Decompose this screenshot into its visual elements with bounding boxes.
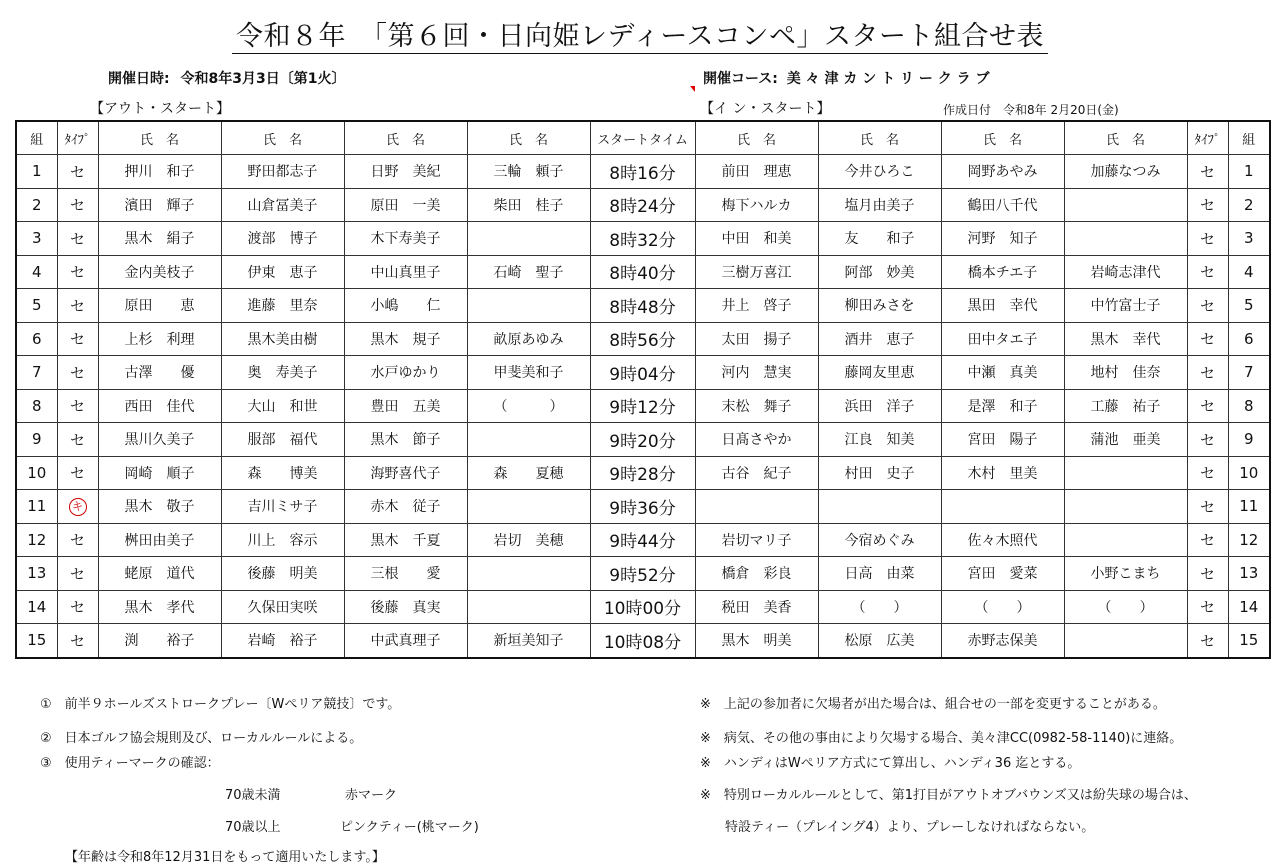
- out-player-name: 後藤 真実: [344, 590, 467, 624]
- group-number: 2: [1228, 188, 1270, 222]
- out-player-name: 中山真里子: [344, 255, 467, 289]
- col-name: 氏 名: [1064, 121, 1187, 155]
- note-right-4: ※ 特別ローカルルールとして、第1打目がアウトオブバウンズ又は紛失球の場合は、: [700, 788, 1197, 803]
- player-type: セ: [1187, 423, 1228, 457]
- in-player-name: 河内 慧実: [695, 356, 818, 390]
- in-player-name: 黒木 幸代: [1064, 322, 1187, 356]
- table-row: [16, 155, 1270, 189]
- out-player-name: 久保田実咲: [221, 590, 344, 624]
- player-type: [57, 490, 98, 524]
- start-time: 8時32分: [590, 222, 695, 256]
- in-player-name: 塩月由美子: [818, 188, 941, 222]
- player-type: セ: [1187, 289, 1228, 323]
- in-player-name: 梅下ハルカ: [695, 188, 818, 222]
- out-player-name: 蛯原 道代: [98, 557, 221, 591]
- out-player-name: 原田 恵: [98, 289, 221, 323]
- table-row: [16, 222, 1270, 256]
- in-player-name: 三樹万喜江: [695, 255, 818, 289]
- out-player-name: 進藤 里奈: [221, 289, 344, 323]
- col-group: 組: [1228, 121, 1270, 155]
- table-row: [16, 255, 1270, 289]
- group-number: 2: [16, 188, 57, 222]
- out-player-name: 新垣美知子: [467, 624, 590, 658]
- page-title: [0, 14, 1280, 53]
- out-player-name: 木下寿美子: [344, 222, 467, 256]
- in-player-name: [941, 490, 1064, 524]
- start-time: 9時28分: [590, 456, 695, 490]
- in-player-name: 岡野あやみ: [941, 155, 1064, 189]
- player-type: セ: [57, 523, 98, 557]
- in-player-name: 田中タエ子: [941, 322, 1064, 356]
- player-type: セ: [1187, 523, 1228, 557]
- out-player-name: 柴田 桂子: [467, 188, 590, 222]
- start-time: 9時52分: [590, 557, 695, 591]
- player-type: セ: [57, 356, 98, 390]
- group-number: 8: [16, 389, 57, 423]
- out-player-name: 後藤 明美: [221, 557, 344, 591]
- player-type: セ: [57, 188, 98, 222]
- player-type: セ: [1187, 188, 1228, 222]
- group-number: 4: [1228, 255, 1270, 289]
- out-player-name: 黒木 千夏: [344, 523, 467, 557]
- in-player-name: [695, 490, 818, 524]
- note-1: ① 前半９ホールズストロークプレー〔Wぺリア競技〕です。: [40, 697, 401, 712]
- in-player-name: 日髙さやか: [695, 423, 818, 457]
- group-number: 11: [1228, 490, 1270, 524]
- in-player-name: 宮田 陽子: [941, 423, 1064, 457]
- event-date-value: 令和8年3月3日〔第1火〕: [180, 71, 346, 87]
- out-player-name: [467, 222, 590, 256]
- out-player-name: 西田 佳代: [98, 389, 221, 423]
- out-player-name: 古澤 優: [98, 356, 221, 390]
- out-player-name: 山倉冨美子: [221, 188, 344, 222]
- group-number: 5: [16, 289, 57, 323]
- player-type: セ: [57, 155, 98, 189]
- out-player-name: 原田 一美: [344, 188, 467, 222]
- in-player-name: （ ）: [818, 590, 941, 624]
- table-row: [16, 389, 1270, 423]
- out-player-name: 濱田 輝子: [98, 188, 221, 222]
- out-start-label: 【アウト・スタート】: [90, 101, 230, 117]
- in-player-name: 木村 里美: [941, 456, 1064, 490]
- out-player-name: [467, 590, 590, 624]
- col-name: 氏 名: [221, 121, 344, 155]
- in-player-name: 井上 啓子: [695, 289, 818, 323]
- note-right-5: 特設ティー（プレイング4）より、プレーしなければならない。: [725, 820, 1095, 835]
- in-player-name: 加藤なつみ: [1064, 155, 1187, 189]
- event-course: [703, 68, 990, 88]
- player-type: セ: [57, 322, 98, 356]
- player-type: セ: [57, 255, 98, 289]
- in-player-name: 日高 由菜: [818, 557, 941, 591]
- group-number: 1: [16, 155, 57, 189]
- col-type: ﾀｲﾌﾟ: [1187, 121, 1228, 155]
- group-number: 14: [1228, 590, 1270, 624]
- table-row: [16, 490, 1270, 524]
- group-number: 10: [16, 456, 57, 490]
- in-player-name: 村田 史子: [818, 456, 941, 490]
- in-player-name: 赤野志保美: [941, 624, 1064, 658]
- in-player-name: 岩切マリ子: [695, 523, 818, 557]
- out-player-name: [467, 557, 590, 591]
- out-player-name: 金内美枝子: [98, 255, 221, 289]
- player-type: セ: [57, 222, 98, 256]
- player-type: セ: [1187, 155, 1228, 189]
- age-under-70: 70歳未満: [225, 788, 281, 803]
- age-note: 【年齢は令和8年12月31日をもって適用いたします。】: [65, 850, 385, 865]
- col-name: 氏 名: [344, 121, 467, 155]
- out-player-name: [467, 289, 590, 323]
- player-type: セ: [1187, 255, 1228, 289]
- out-player-name: 岩崎 裕子: [221, 624, 344, 658]
- note-2: ② 日本ゴルフ協会規則及び、ローカルルールによる。: [40, 731, 363, 746]
- start-time: 8時16分: [590, 155, 695, 189]
- group-number: 15: [16, 624, 57, 658]
- note-right-3: ※ ハンディはWぺリア方式にて算出し、ハンディ36 迄とする。: [700, 756, 1081, 771]
- in-start-label: 【イ ン・スタート】: [700, 101, 831, 117]
- group-number: 7: [1228, 356, 1270, 390]
- out-player-name: 三輪 頼子: [467, 155, 590, 189]
- start-time: 10時00分: [590, 590, 695, 624]
- start-time: 8時40分: [590, 255, 695, 289]
- col-name: 氏 名: [467, 121, 590, 155]
- start-time: 10時08分: [590, 624, 695, 658]
- player-type: セ: [57, 423, 98, 457]
- note-right-2: ※ 病気、その他の事由により欠場する場合、美々津CC(0982-58-1140)に連絡。: [700, 731, 1183, 746]
- player-type: セ: [1187, 557, 1228, 591]
- start-table: [15, 120, 1271, 659]
- player-type: セ: [57, 289, 98, 323]
- out-player-name: 上杉 利理: [98, 322, 221, 356]
- out-player-name: 黒川久美子: [98, 423, 221, 457]
- note-right-1: ※ 上記の参加者に欠場者が出た場合は、組合せの一部を変更することがある。: [700, 697, 1166, 712]
- table-row: [16, 557, 1270, 591]
- in-player-name: 黒木 明美: [695, 624, 818, 658]
- out-player-name: 黒木美由樹: [221, 322, 344, 356]
- group-number: 3: [1228, 222, 1270, 256]
- in-player-name: （ ）: [941, 590, 1064, 624]
- in-player-name: 藤岡友里恵: [818, 356, 941, 390]
- out-player-name: 黒木 敬子: [98, 490, 221, 524]
- in-player-name: 黒田 幸代: [941, 289, 1064, 323]
- table-row: [16, 289, 1270, 323]
- out-player-name: 甲斐美和子: [467, 356, 590, 390]
- col-name: 氏 名: [941, 121, 1064, 155]
- group-number: 9: [1228, 423, 1270, 457]
- created-date: 作成日付 令和8年 2月20日(金): [943, 103, 1119, 117]
- in-player-name: [1064, 222, 1187, 256]
- in-player-name: 中瀬 真美: [941, 356, 1064, 390]
- player-type: セ: [57, 590, 98, 624]
- group-number: 15: [1228, 624, 1270, 658]
- col-type: ﾀｲﾌﾟ: [57, 121, 98, 155]
- player-type: セ: [1187, 322, 1228, 356]
- event-course-value: 美 々 津 カ ン ト リ ー ク ラ ブ: [786, 71, 990, 87]
- in-player-name: 酒井 恵子: [818, 322, 941, 356]
- player-type: セ: [57, 624, 98, 658]
- in-player-name: 中田 和美: [695, 222, 818, 256]
- out-player-name: 黒木 孝代: [98, 590, 221, 624]
- out-player-name: [467, 423, 590, 457]
- table-row: [16, 356, 1270, 390]
- start-time: 9時44分: [590, 523, 695, 557]
- comment-marker: [690, 86, 695, 92]
- out-player-name: 小嶋 仁: [344, 289, 467, 323]
- out-player-name: 豊田 五美: [344, 389, 467, 423]
- out-player-name: 黒木 規子: [344, 322, 467, 356]
- out-player-name: 三根 愛: [344, 557, 467, 591]
- page-title-text: 令和８年 「第６回・日向姫レディースコンペ」スタート組合せ表: [232, 21, 1048, 54]
- start-time: 8時24分: [590, 188, 695, 222]
- group-number: 14: [16, 590, 57, 624]
- in-player-name: [1064, 490, 1187, 524]
- out-player-name: 水戸ゆかり: [344, 356, 467, 390]
- group-number: 11: [16, 490, 57, 524]
- player-type: セ: [1187, 490, 1228, 524]
- table-row: [16, 624, 1270, 658]
- out-player-name: 大山 和世: [221, 389, 344, 423]
- start-time: 9時12分: [590, 389, 695, 423]
- player-type: セ: [1187, 389, 1228, 423]
- in-player-name: 小野こまち: [1064, 557, 1187, 591]
- in-player-name: 岩崎志津代: [1064, 255, 1187, 289]
- start-time: 9時20分: [590, 423, 695, 457]
- tee-red: 赤マーク: [345, 788, 398, 803]
- in-player-name: 鶴田八千代: [941, 188, 1064, 222]
- event-date: [108, 68, 345, 88]
- in-player-name: 河野 知子: [941, 222, 1064, 256]
- in-player-name: 蒲池 亜美: [1064, 423, 1187, 457]
- out-player-name: 森 夏穂: [467, 456, 590, 490]
- out-player-name: （ ）: [467, 389, 590, 423]
- out-player-name: 伊東 恵子: [221, 255, 344, 289]
- out-player-name: [467, 490, 590, 524]
- start-time: 9時04分: [590, 356, 695, 390]
- group-number: 10: [1228, 456, 1270, 490]
- in-player-name: 是澤 和子: [941, 389, 1064, 423]
- in-player-name: [1064, 523, 1187, 557]
- out-player-name: 黒木 節子: [344, 423, 467, 457]
- out-player-name: 赤木 従子: [344, 490, 467, 524]
- col-group: 組: [16, 121, 57, 155]
- col-name: 氏 名: [818, 121, 941, 155]
- group-number: 4: [16, 255, 57, 289]
- group-number: 9: [16, 423, 57, 457]
- in-player-name: 工藤 祐子: [1064, 389, 1187, 423]
- in-player-name: 柳田みさを: [818, 289, 941, 323]
- in-player-name: 橋本チエ子: [941, 255, 1064, 289]
- age-over-70: 70歳以上: [225, 820, 281, 835]
- group-number: 7: [16, 356, 57, 390]
- player-type: セ: [1187, 624, 1228, 658]
- player-type: セ: [57, 557, 98, 591]
- out-player-name: 黒木 絹子: [98, 222, 221, 256]
- note-3: ③ 使用ティーマークの確認：: [40, 756, 220, 771]
- circled-type-mark: キ: [69, 498, 87, 516]
- table-row: [16, 322, 1270, 356]
- in-player-name: 江良 知美: [818, 423, 941, 457]
- out-player-name: 石崎 聖子: [467, 255, 590, 289]
- start-time: 9時36分: [590, 490, 695, 524]
- group-number: 13: [16, 557, 57, 591]
- group-number: 6: [16, 322, 57, 356]
- event-date-label: 開催日時:: [108, 71, 170, 87]
- in-player-name: 友 和子: [818, 222, 941, 256]
- player-type: セ: [1187, 222, 1228, 256]
- in-player-name: 今宿めぐみ: [818, 523, 941, 557]
- start-time: 8時48分: [590, 289, 695, 323]
- group-number: 6: [1228, 322, 1270, 356]
- group-number: 8: [1228, 389, 1270, 423]
- out-player-name: 中武真理子: [344, 624, 467, 658]
- out-player-name: 渕 裕子: [98, 624, 221, 658]
- out-player-name: 吉川ミサ子: [221, 490, 344, 524]
- group-number: 3: [16, 222, 57, 256]
- player-type: セ: [57, 389, 98, 423]
- group-number: 1: [1228, 155, 1270, 189]
- table-body: [16, 155, 1270, 658]
- out-player-name: 渡部 博子: [221, 222, 344, 256]
- event-course-label: 開催コース:: [703, 71, 778, 87]
- in-player-name: [1064, 456, 1187, 490]
- in-player-name: （ ）: [1064, 590, 1187, 624]
- player-type: セ: [1187, 456, 1228, 490]
- out-player-name: 野田都志子: [221, 155, 344, 189]
- out-player-name: 川上 容示: [221, 523, 344, 557]
- in-player-name: 橋倉 彩良: [695, 557, 818, 591]
- in-player-name: 前田 理恵: [695, 155, 818, 189]
- in-player-name: 浜田 洋子: [818, 389, 941, 423]
- out-player-name: 岡崎 順子: [98, 456, 221, 490]
- table-row: [16, 423, 1270, 457]
- in-player-name: 阿部 妙美: [818, 255, 941, 289]
- group-number: 13: [1228, 557, 1270, 591]
- col-start-time: スタートタイム: [590, 121, 695, 155]
- out-player-name: 岩切 美穂: [467, 523, 590, 557]
- player-type: セ: [57, 456, 98, 490]
- in-player-name: 松原 広美: [818, 624, 941, 658]
- table-row: [16, 590, 1270, 624]
- in-player-name: 税田 美香: [695, 590, 818, 624]
- out-player-name: 奥 寿美子: [221, 356, 344, 390]
- in-player-name: 佐々木照代: [941, 523, 1064, 557]
- table-row: [16, 456, 1270, 490]
- group-number: 12: [1228, 523, 1270, 557]
- group-number: 12: [16, 523, 57, 557]
- header-row: [16, 121, 1270, 155]
- tee-pink: ピンクティー(桃マーク): [340, 820, 479, 835]
- player-type: セ: [1187, 356, 1228, 390]
- in-player-name: 末松 舞子: [695, 389, 818, 423]
- in-player-name: 古谷 紀子: [695, 456, 818, 490]
- group-number: 5: [1228, 289, 1270, 323]
- out-player-name: 森 博美: [221, 456, 344, 490]
- in-player-name: 中竹富士子: [1064, 289, 1187, 323]
- out-player-name: 押川 和子: [98, 155, 221, 189]
- table-row: [16, 523, 1270, 557]
- out-player-name: 服部 福代: [221, 423, 344, 457]
- out-player-name: 海野喜代子: [344, 456, 467, 490]
- in-player-name: 太田 揚子: [695, 322, 818, 356]
- in-player-name: 地村 佳奈: [1064, 356, 1187, 390]
- in-player-name: [1064, 624, 1187, 658]
- out-player-name: 日野 美紀: [344, 155, 467, 189]
- table-row: [16, 188, 1270, 222]
- col-name: 氏 名: [98, 121, 221, 155]
- in-player-name: 宮田 愛菜: [941, 557, 1064, 591]
- out-player-name: 畝原あゆみ: [467, 322, 590, 356]
- start-time: 8時56分: [590, 322, 695, 356]
- in-player-name: 今井ひろこ: [818, 155, 941, 189]
- in-player-name: [1064, 188, 1187, 222]
- player-type: セ: [1187, 590, 1228, 624]
- out-player-name: 桝田由美子: [98, 523, 221, 557]
- col-name: 氏 名: [695, 121, 818, 155]
- in-player-name: [818, 490, 941, 524]
